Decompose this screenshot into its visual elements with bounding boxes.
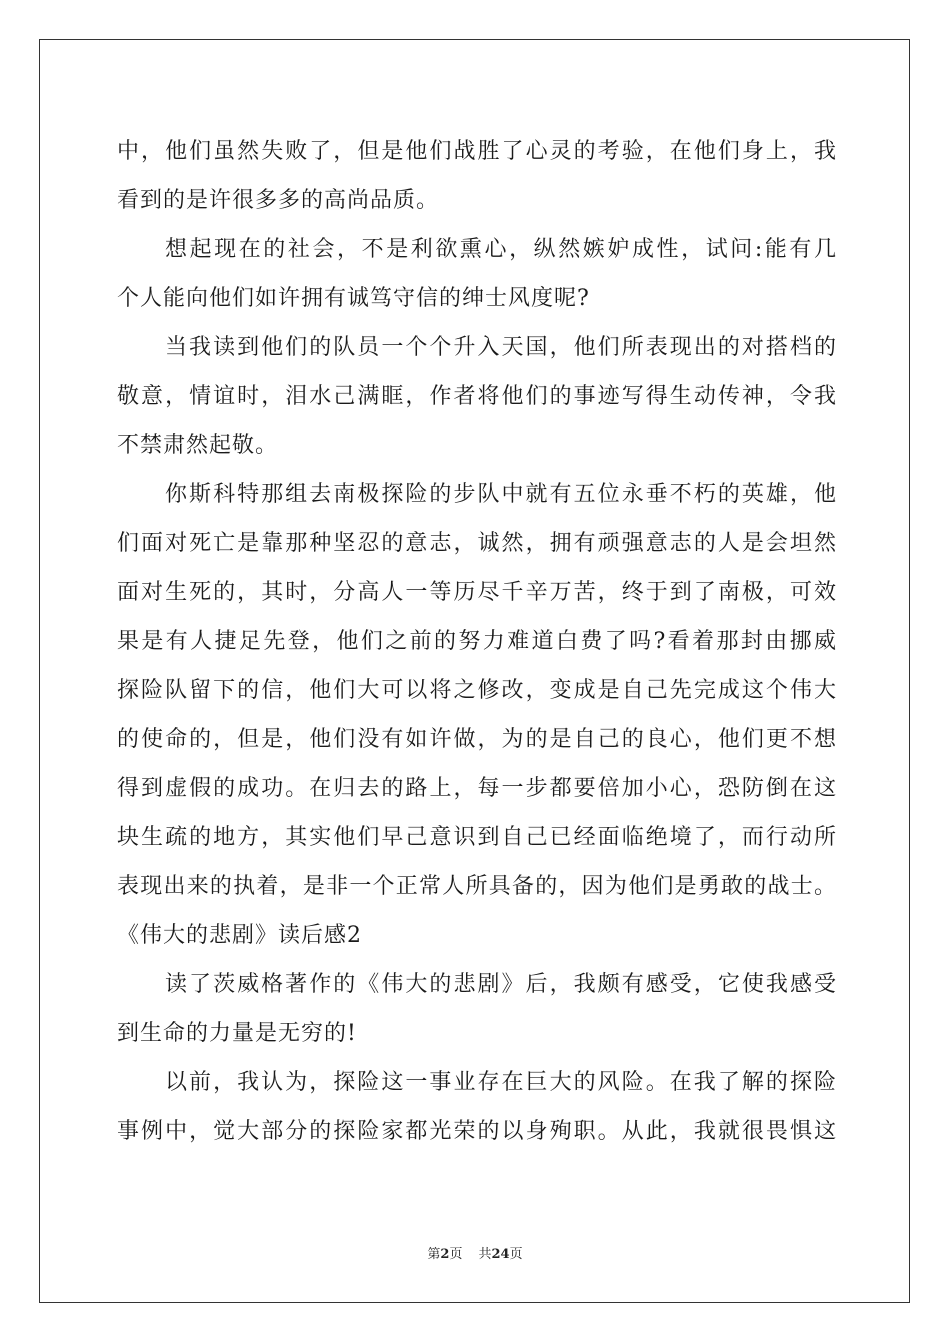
text-line: 中，他们虽然失败了，但是他们战胜了心灵的考验，在他们身上，我 [117, 139, 837, 164]
total-pages: 24 [491, 1247, 510, 1262]
section-heading: 《伟大的悲剧》读后感2 [117, 923, 362, 948]
paragraph-first-line: 读了茨威格著作的《伟大的悲剧》后，我颇有感受，它使我感受 [165, 972, 837, 997]
paragraph-first-line: 以前，我认为，探险这一事业存在巨大的风险。在我了解的探险 [165, 1070, 837, 1095]
paragraph-first-line: 当我读到他们的队员一个个升入天国，他们所表现出的对搭档的 [165, 335, 837, 360]
page-suffix: 页 [449, 1247, 463, 1262]
text-line: 的使命的，但是，他们没有如许做，为的是自己的良心，他们更不想 [117, 727, 837, 752]
total-suffix: 页 [509, 1247, 523, 1262]
page-number: 2 [440, 1247, 450, 1262]
text-line: 面对生死的，其时，分高人一等历尽千辛万苦，终于到了南极，可效 [117, 580, 837, 605]
text-line: 表现出来的执着，是非一个正常人所具备的，因为他们是勇敢的战士。 [117, 874, 837, 899]
total-prefix: 共 [478, 1247, 492, 1262]
document-body [117, 127, 837, 1156]
text-line: 果是有人捷足先登，他们之前的努力难道白费了吗?看着那封由挪威 [117, 629, 837, 654]
text-line: 看到的是许很多多的高尚品质。 [117, 188, 440, 213]
text-line: 到生命的力量是无穷的! [117, 1021, 357, 1046]
text-line: 得到虚假的成功。在归去的路上，每一步都要倍加小心，恐防倒在这 [117, 776, 837, 801]
text-line: 探险队留下的信，他们大可以将之修改，变成是自己先完成这个伟大 [117, 678, 837, 703]
text-line: 敬意，情谊时，泪水己满眶，作者将他们的事迹写得生动传神，令我 [117, 384, 837, 409]
page-footer [0, 1243, 950, 1262]
text-line: 块生疏的地方，其实他们早己意识到自己已经面临绝境了，而行动所 [117, 825, 837, 850]
paragraph-first-line: 你斯科特那组去南极探险的步队中就有五位永垂不朽的英雄，他 [165, 482, 837, 507]
text-line: 不禁肃然起敬。 [117, 433, 279, 458]
paragraph-first-line: 想起现在的社会，不是利欲熏心，纵然嫉妒成性，试问:能有几 [165, 237, 837, 262]
page-prefix: 第 [427, 1247, 441, 1262]
text-line: 事例中，觉大部分的探险家都光荣的以身殉职。从此，我就很畏惧这 [117, 1119, 837, 1144]
text-line: 个人能向他们如许拥有诚笃守信的绅士风度呢? [117, 286, 590, 311]
text-line: 们面对死亡是靠那种坚忍的意志，诚然，拥有顽强意志的人是会坦然 [117, 531, 837, 556]
